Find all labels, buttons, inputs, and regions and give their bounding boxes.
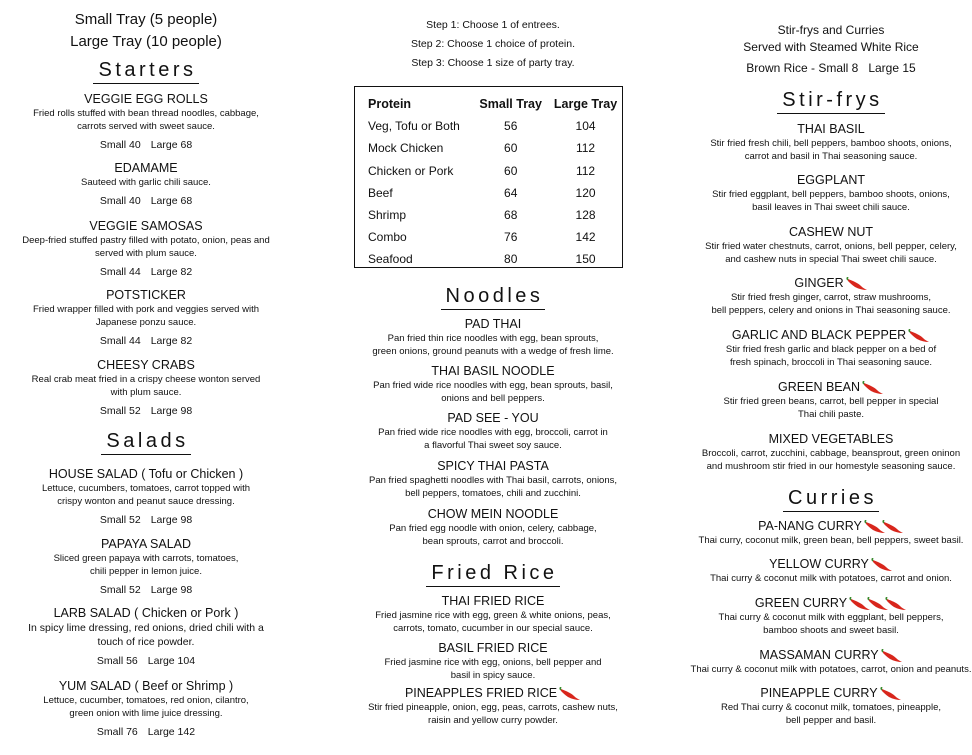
- protein-price-table: [354, 86, 623, 268]
- menu-item: [690, 173, 972, 214]
- starters-heading: Starters: [0, 58, 292, 84]
- menu-item: [690, 276, 972, 317]
- item-desc: Japanese ponzu sauce.: [95, 317, 197, 328]
- chili-pepper-icon: [864, 519, 904, 534]
- item-name: VEGGIE SAMOSAS: [89, 219, 203, 233]
- item-desc: Pan fried thin rice noodles with egg, bean sprouts,: [387, 333, 599, 344]
- menu-item: [0, 679, 292, 739]
- item-desc: served with plum sauce.: [95, 248, 197, 259]
- menu-item: [690, 557, 972, 585]
- menu-item: [350, 459, 636, 500]
- chili-pepper-icon: [880, 687, 902, 701]
- price-small: Small 52: [99, 584, 141, 596]
- item-name: EGGPLANT: [796, 173, 866, 187]
- protein-cell: Combo: [368, 230, 407, 245]
- item-name: BASIL FRIED RICE: [438, 641, 548, 655]
- item-desc: and cashew nuts in special Thai sweet chili sauce.: [725, 254, 937, 265]
- item-price: [0, 726, 292, 739]
- item-desc: Broccoli, carrot, zucchini, cabbage, beansprout, green oninon: [701, 448, 961, 459]
- table-row: [368, 226, 622, 248]
- item-desc: and mushroom stir fried in our homestyle seasoning sauce.: [706, 461, 956, 472]
- price-large: Large 82: [150, 266, 193, 278]
- small-tray-label: Small Tray (5 people): [74, 11, 218, 28]
- item-desc: Stir fried eggplant, bell peppers, bamboo shoots, onions,: [712, 189, 950, 200]
- item-name: YELLOW CURRY: [690, 557, 972, 572]
- price-small: Small 44: [99, 266, 141, 278]
- menu-item: [350, 317, 636, 358]
- table-row: [368, 248, 622, 270]
- price-small: Small 52: [99, 405, 141, 417]
- large-price-cell: 128: [575, 208, 596, 223]
- item-desc: Sliced green papaya with carrots, tomatoes,: [53, 553, 239, 564]
- price-large: Large 104: [147, 655, 196, 667]
- protein-cell: Seafood: [368, 252, 413, 267]
- large-price-cell: 150: [575, 252, 596, 267]
- menu-item: [0, 606, 292, 668]
- item-price: [0, 195, 292, 208]
- item-desc: chili pepper in lemon juice.: [90, 566, 202, 577]
- large-price-cell: 120: [575, 185, 596, 200]
- item-price: [0, 266, 292, 279]
- item-desc: Pan fried spaghetti noodles with Thai basil, carrots, onions,: [368, 475, 618, 486]
- price-large: Large 68: [150, 139, 193, 151]
- large-price-cell: 104: [575, 119, 596, 134]
- item-name: YUM SALAD ( Beef or Shrimp ): [58, 679, 234, 693]
- price-small: Small 40: [99, 139, 141, 151]
- price-large: Large 98: [150, 584, 193, 596]
- price-small: Small 76: [96, 726, 138, 738]
- item-name: MIXED VEGETABLES: [768, 432, 894, 446]
- item-name: PAD SEE - YOU: [447, 411, 539, 425]
- served-with-rice: Served with Steamed White Rice: [743, 40, 919, 54]
- item-name: MASSAMAN CURRY: [690, 648, 972, 663]
- protein-cell: Chicken or Pork: [368, 163, 454, 178]
- item-name: GINGER: [690, 276, 972, 291]
- item-desc: bamboo shoots and sweet basil.: [763, 625, 899, 637]
- item-name: HOUSE SALAD ( Tofu or Chicken ): [48, 467, 244, 481]
- item-desc: a flavorful Thai sweet soy sauce.: [424, 440, 562, 451]
- item-name: GREEN BEAN: [690, 380, 972, 395]
- chili-pepper-icon: [882, 520, 904, 534]
- menu-item: [0, 467, 292, 527]
- chili-pepper-icon: [880, 686, 902, 701]
- table-row: [368, 160, 622, 182]
- table-row: [368, 137, 622, 159]
- item-name: PINEAPPLE CURRY: [690, 686, 972, 701]
- item-desc: Lettuce, cucumber, tomatoes, red onion, cilantro,: [43, 695, 249, 706]
- step-1: Step 1: Choose 1 of entrees.: [426, 19, 560, 31]
- item-name: PAPAYA SALAD: [100, 537, 192, 551]
- price-large: Large 142: [147, 726, 196, 738]
- item-desc: bell pepper and basil.: [785, 715, 877, 727]
- small-price-cell: 64: [504, 185, 518, 200]
- chili-pepper-icon: [871, 557, 893, 572]
- item-desc: Fried jasmine rice with egg, green & white onions, peas,: [375, 610, 611, 621]
- price-large: Large 98: [150, 405, 193, 417]
- menu-item: [690, 519, 972, 547]
- menu-item: [690, 686, 972, 727]
- item-desc: Thai curry & coconut milk with eggplant, bell peppers,: [718, 612, 944, 624]
- fried-rice-heading: Fried Rice: [350, 561, 636, 587]
- price-small: Small 56: [96, 655, 138, 667]
- item-desc: In spicy lime dressing, red onions, dried chili with a: [28, 622, 264, 634]
- item-desc: carrots served with sweet sauce.: [77, 121, 215, 132]
- column-header: Protein: [368, 97, 412, 112]
- item-name: GREEN CURRY: [690, 596, 972, 611]
- price-large: Large 98: [150, 514, 193, 526]
- item-desc: Sauteed with garlic chili sauce.: [81, 177, 211, 188]
- item-name: CASHEW NUT: [788, 225, 874, 239]
- curries-heading: Curries: [690, 486, 972, 512]
- item-desc: Pan fried wide rice noodles with egg, broccoli, carrot in: [378, 427, 608, 438]
- item-desc: crispy wonton and peanut sauce dressing.: [57, 496, 235, 507]
- chili-pepper-icon: [862, 381, 884, 395]
- chili-pepper-icon: [846, 277, 868, 291]
- column-header: Large Tray: [553, 97, 618, 112]
- menu-item: [0, 92, 292, 152]
- item-desc: basil leaves in Thai sweet chili sauce.: [752, 202, 910, 213]
- item-desc: Deep-fried stuffed pastry filled with potato, onion, peas and: [22, 235, 270, 246]
- protein-cell: Mock Chicken: [368, 141, 444, 156]
- price-large: Large 68: [150, 195, 193, 207]
- chili-pepper-icon: [849, 596, 907, 611]
- item-desc: basil in spicy sauce.: [450, 670, 536, 681]
- menu-item: [0, 537, 292, 597]
- menu-item: [690, 225, 972, 266]
- menu-item: [690, 328, 972, 369]
- stirfrys-heading: Stir-frys: [690, 88, 972, 114]
- small-price-cell: 80: [504, 252, 518, 267]
- item-desc: bean sprouts, carrot and broccoli.: [422, 536, 564, 547]
- menu-item: [350, 364, 636, 405]
- menu-item: [690, 380, 972, 421]
- item-desc: bell peppers, celery and onions in Thai seasoning sauce.: [711, 305, 951, 317]
- small-price-cell: 76: [504, 230, 518, 245]
- item-name: LARB SALAD ( Chicken or Pork ): [53, 606, 239, 620]
- salads-heading: Salads: [0, 429, 292, 455]
- item-desc: Stir fried fresh chili, bell peppers, bamboo shoots, onions,: [710, 138, 952, 149]
- menu-item: [350, 594, 636, 635]
- menu-item: [0, 161, 292, 208]
- item-name: EDAMAME: [114, 161, 178, 175]
- item-desc: with plum sauce.: [110, 387, 182, 398]
- item-desc: Stir fried green beans, carrot, bell pepper in special: [723, 396, 939, 408]
- price-small: Small 52: [99, 514, 141, 526]
- small-price-cell: 68: [504, 208, 518, 223]
- menu-item: [350, 686, 636, 727]
- chili-pepper-icon: [908, 329, 930, 343]
- stirfry-curries-title: Stir-frys and Curries: [777, 23, 885, 37]
- chili-pepper-icon: [871, 558, 893, 572]
- table-row: [368, 182, 622, 204]
- menu-item: [0, 358, 292, 418]
- chili-pepper-icon: [846, 276, 868, 291]
- item-desc: Thai chili paste.: [797, 409, 864, 421]
- large-price-cell: 112: [575, 141, 596, 156]
- item-desc: Fried rolls stuffed with bean thread noodles, cabbage,: [33, 108, 259, 119]
- item-desc: Real crab meat fried in a crispy cheese wonton served: [31, 374, 261, 385]
- item-price: [0, 514, 292, 527]
- item-desc: Stir fried fresh garlic and black pepper on a bed of: [725, 344, 937, 356]
- menu-item: [690, 122, 972, 163]
- menu-item: [690, 432, 972, 473]
- menu-item: [0, 288, 292, 348]
- item-desc: bell peppers, tomatoes, chili and zucchini.: [405, 488, 581, 499]
- item-price: [0, 335, 292, 348]
- item-desc: carrots, tomato, cucumber in our special sauce.: [393, 623, 593, 634]
- item-desc: Stir fried fresh ginger, carrot, straw mushrooms,: [730, 292, 932, 304]
- item-price: [0, 405, 292, 418]
- item-desc: Pan fried wide rice noodles with egg, bean sprouts, basil,: [373, 380, 613, 391]
- table-row: [368, 204, 622, 226]
- item-price: [0, 584, 292, 597]
- item-name: CHEESY CRABS: [97, 358, 195, 372]
- item-desc: Fried wrapper filled with pork and veggies served with: [33, 304, 259, 315]
- chili-pepper-icon: [885, 597, 907, 611]
- item-name: THAI BASIL: [797, 122, 865, 136]
- menu-item: [350, 641, 636, 682]
- item-name: CHOW MEIN NOODLE: [427, 507, 559, 521]
- step-3: Step 3: Choose 1 size of party tray.: [411, 57, 575, 69]
- large-price-cell: 142: [575, 230, 596, 245]
- chili-pepper-icon: [908, 328, 930, 343]
- small-price-cell: 56: [504, 119, 518, 134]
- chili-pepper-icon: [559, 687, 581, 701]
- item-name: PINEAPPLES FRIED RICE: [350, 686, 636, 701]
- menu-item: [690, 596, 972, 637]
- noodles-heading: Noodles: [350, 284, 636, 310]
- item-price: [0, 655, 292, 668]
- large-price-cell: 112: [575, 163, 596, 178]
- item-desc: Pan fried egg noodle with onion, celery, cabbage,: [389, 523, 597, 534]
- item-desc: Stir fried water chestnuts, carrot, onions, bell pepper, celery,: [705, 241, 957, 252]
- table-header-row: [368, 93, 622, 115]
- item-desc: Thai curry, coconut milk, green bean, bell peppers, sweet basil.: [698, 535, 964, 547]
- item-name: GARLIC AND BLACK PEPPER: [690, 328, 972, 343]
- item-desc: Thai curry & coconut milk with potatoes, carrot and onion.: [710, 573, 952, 585]
- price-small: Small 40: [99, 195, 141, 207]
- menu-item: [690, 648, 972, 676]
- item-desc: Red Thai curry & coconut milk, tomatoes, pineapple,: [720, 702, 942, 714]
- large-tray-label: Large Tray (10 people): [70, 33, 222, 50]
- item-desc: Thai curry & coconut milk with potatoes, carrot, onion and peanuts.: [690, 664, 972, 676]
- item-name: SPICY THAI PASTA: [437, 459, 549, 473]
- item-name: POTSTICKER: [106, 288, 186, 302]
- item-desc: green onion with lime juice dressing.: [69, 708, 223, 719]
- item-desc: touch of rice powder.: [97, 636, 195, 648]
- table-row: [368, 115, 622, 137]
- menu-item: [350, 411, 636, 452]
- price-large: Large 82: [150, 335, 193, 347]
- menu-item: [350, 507, 636, 548]
- step-2: Step 2: Choose 1 choice of protein.: [410, 38, 576, 50]
- column-header: Small Tray: [479, 97, 542, 112]
- item-desc: fresh spinach, broccoli in Thai seasoning sauce.: [729, 357, 933, 369]
- small-price-cell: 60: [504, 163, 518, 178]
- protein-cell: Shrimp: [368, 208, 407, 223]
- item-desc: onions and bell peppers.: [441, 393, 545, 404]
- item-name: THAI FRIED RICE: [441, 594, 545, 608]
- chili-pepper-icon: [881, 649, 903, 663]
- chili-pepper-icon: [862, 380, 884, 395]
- item-price: [0, 139, 292, 152]
- chili-pepper-icon: [881, 648, 903, 663]
- item-desc: Fried jasmine rice with egg, onions, bell pepper and: [384, 657, 602, 668]
- item-name: THAI BASIL NOODLE: [431, 364, 555, 378]
- item-desc: green onions, ground peanuts with a wedge of fresh lime.: [372, 346, 614, 357]
- item-name: PA-NANG CURRY: [690, 519, 972, 534]
- item-name: PAD THAI: [464, 317, 522, 331]
- item-desc: Lettuce, cucumbers, tomatoes, carrot topped with: [41, 483, 251, 494]
- brown-rice-price: Brown Rice - Small 8 Large 15: [746, 61, 916, 75]
- item-name: VEGGIE EGG ROLLS: [84, 92, 208, 106]
- small-price-cell: 60: [504, 141, 518, 156]
- menu-item: [0, 219, 292, 279]
- item-desc: raisin and yellow curry powder.: [428, 715, 558, 727]
- protein-cell: Veg, Tofu or Both: [368, 119, 460, 134]
- item-desc: carrot and basil in Thai seasoning sauce.: [744, 151, 918, 162]
- price-small: Small 44: [99, 335, 141, 347]
- protein-cell: Beef: [368, 185, 393, 200]
- item-desc: Stir fried pineapple, onion, egg, peas, carrots, cashew nuts,: [368, 702, 618, 714]
- chili-pepper-icon: [559, 686, 581, 701]
